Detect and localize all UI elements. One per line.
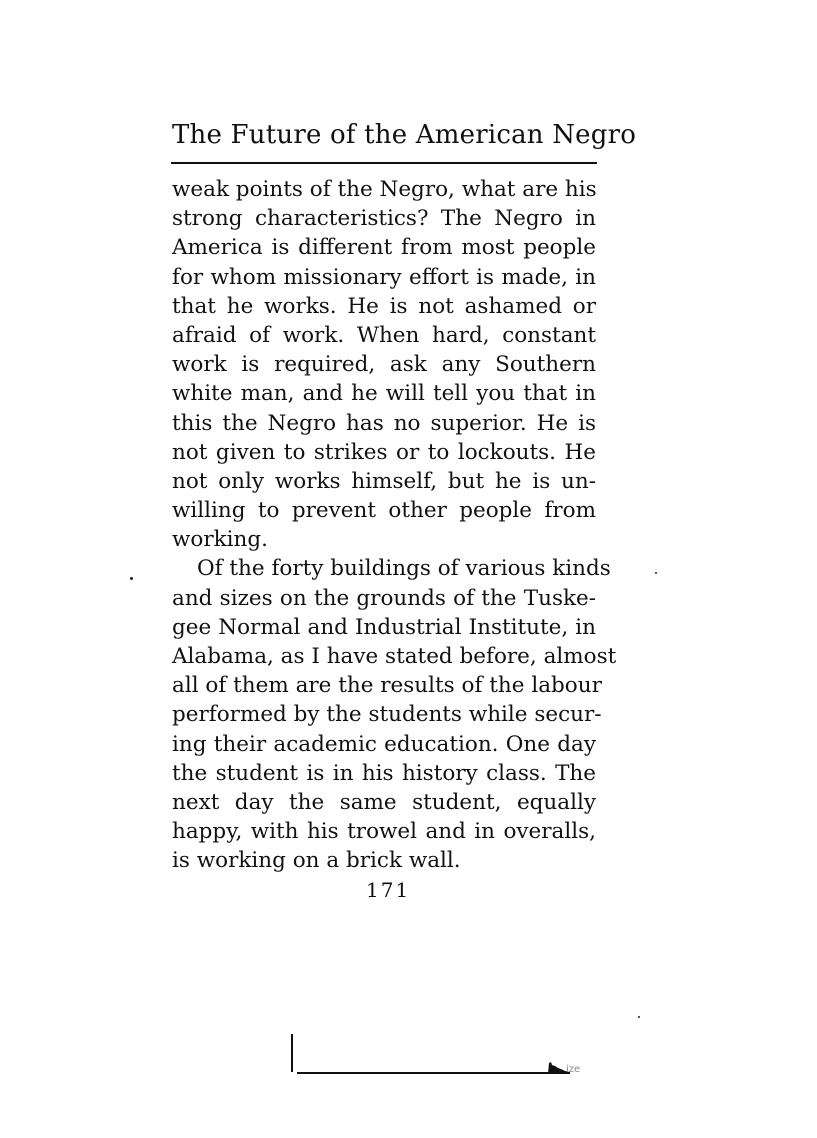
scan-footer-text: ize: [566, 1064, 581, 1075]
header-rule: [171, 162, 597, 164]
text-line: this the Negro has no superior. He is: [172, 410, 596, 436]
text-line: not only works himself, but he is un-: [172, 468, 596, 494]
text-line: strong characteristics? The Negro in: [172, 206, 596, 232]
paragraph-2: [172, 554, 617, 875]
scan-speck: [638, 1016, 640, 1018]
text-line: for whom missionary effort is made, in: [172, 264, 596, 290]
text-line: the student is in his history class. The: [172, 760, 596, 786]
page-number: 171: [366, 878, 411, 902]
text-line: white man, and he will tell you that in: [172, 381, 596, 407]
text-line: not given to strikes or to lockouts. He: [172, 439, 596, 465]
paragraph-1: [172, 175, 596, 554]
text-line: afraid of work. When hard, constant: [172, 322, 596, 348]
text-line: willing to prevent other people from: [172, 498, 596, 524]
scan-footer-rule: [297, 1072, 552, 1074]
text-line: next day the same student, equally: [172, 789, 596, 815]
text-line: happy, with his trowel and in overalls,: [172, 819, 596, 845]
text-line: work is required, ask any Southern: [172, 352, 596, 378]
text-line: ing their academic education. One day: [172, 731, 596, 757]
text-line: Alabama, as I have stated before, almost: [172, 644, 617, 669]
scan-speck: [130, 577, 133, 580]
text-line: America is different from most people: [172, 235, 596, 261]
text-line: performed by the students while secur-: [172, 702, 602, 728]
body-text: [172, 175, 617, 876]
text-line: and sizes on the grounds of the Tuske-: [172, 585, 596, 611]
text-line: all of them are the results of the labour: [172, 673, 602, 699]
running-head: The Future of the American Negro: [172, 120, 637, 150]
text-line: gee Normal and Industrial Institute, in: [172, 614, 596, 640]
scan-footer-vertical-line: [291, 1034, 293, 1072]
text-line: is working on a brick wall.: [172, 848, 461, 874]
text-line: that he works. He is not ashamed or: [172, 293, 596, 319]
text-line: weak points of the Negro, what are his: [172, 177, 597, 202]
text-line: working.: [172, 527, 268, 553]
text-line: Of the forty buildings of various kinds: [197, 556, 611, 582]
scan-speck: [655, 572, 657, 574]
